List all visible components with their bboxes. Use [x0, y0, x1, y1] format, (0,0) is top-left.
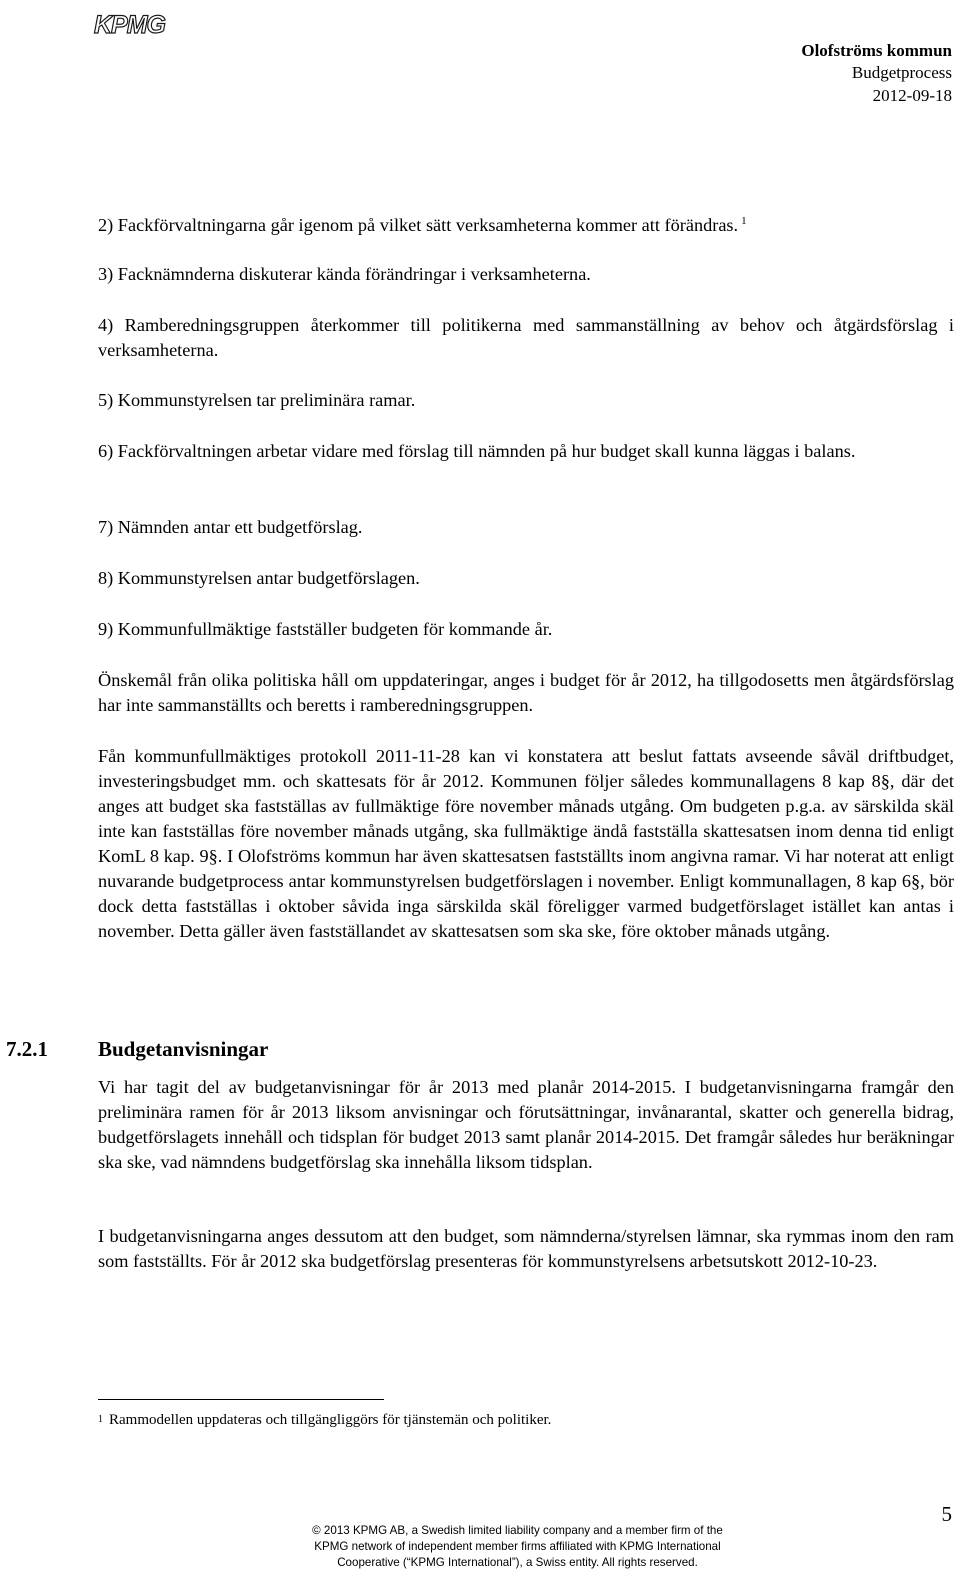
copyright-footer: [240, 1523, 795, 1571]
header-date: 2012-09-18: [872, 86, 952, 105]
footer-line-3: Cooperative (“KPMG International”), a Swiss entity. All rights reserved.: [337, 1556, 698, 1569]
step-6-paragraph: 6) Fackförvaltningen arbetar vidare med förslag till nämnden på hur budget skall kunna läggas i balans.: [98, 441, 856, 461]
wishes-paragraph: Önskemål från olika politiska håll om uppdateringar, anges i budget för år 2012, ha tillgodosetts men åtgärdsförslag har inte sammanställts och beretts i ramberedningsgruppen.: [98, 670, 954, 715]
step-8-paragraph: 8) Kommunstyrelsen antar budgetförslagen.: [98, 568, 420, 588]
kpmg-logo: [92, 8, 188, 38]
header-organization: Olofströms kommun: [801, 41, 952, 60]
section-paragraph-2: I budgetanvisningarna anges dessutom att den budget, som nämnderna/styrelsen lämnar, ska rymmas inom den ram som fastställts. För år 2012 ska budgetförslag presenteras för kommunstyrelsens arbetsutskott 2012-10-23.: [98, 1226, 954, 1271]
footer-line-2: KPMG network of independent member firms affiliated with KPMG International: [314, 1540, 721, 1553]
footnote-marker: 1: [98, 1414, 103, 1425]
section-number: 7.2.1: [6, 1037, 48, 1061]
step-7-paragraph: 7) Nämnden antar ett budgetförslag.: [98, 517, 363, 537]
page-number: 5: [941, 1502, 952, 1526]
step-9-paragraph: 9) Kommunfullmäktige fastställer budgeten för kommande år.: [98, 619, 553, 639]
logo-text: KPMG: [94, 11, 165, 38]
footnote-reference[interactable]: 1: [741, 215, 747, 227]
header-document-title: Budgetprocess: [851, 63, 952, 82]
footer-line-1: © 2013 KPMG AB, a Swedish limited liability company and a member firm of the: [312, 1524, 723, 1537]
footnote-text: Rammodellen uppdateras och tillgängliggörs för tjänstemän och politiker.: [109, 1412, 552, 1428]
step-4-paragraph: 4) Ramberedningsgruppen återkommer till politikerna med sammanställning av behov och åtgärdsförslag i verksamheterna.: [98, 315, 954, 360]
section-title: Budgetanvisningar: [98, 1037, 269, 1061]
protocol-paragraph: Fån kommunfullmäktiges protokoll 2011-11-28 kan vi konstatera att beslut fattats avseende såväl driftbudget, investeringsbudget mm. och skattesats för år 2012. Kommunen följer således kommunallagens 8 kap 8§, där det anges att budget ska fastställas av fullmäktige före november månads utgång. Om budgeten p.g.a. av särskilda skäl inte kan fastställas före november månads utgång, ska fullmäktige ändå fastställa skattesatsen inom denna tid enligt KomL 8 kap. 9§. I Olofströms kommun har även skattesatsen fastställts inom angivna ramar. Vi har noterat att enligt nuvarande budgetprocess antar kommunstyrelsen budgetförslagen i november. Enligt kommunallagen, 8 kap 6§, bör dock detta fastställas i oktober såvida inga särskilda skäl föreligger varmed budgetförslaget istället kan antas i november. Detta gäller även fastställandet av skattesatsen som ska ske, före oktober månads utgång.: [98, 746, 954, 941]
footnote-divider: [98, 1399, 384, 1400]
step-2-text: 2) Fackförvaltningarna går igenom på vilket sätt verksamheterna kommer att förändras.: [98, 215, 739, 235]
step-3-paragraph: 3) Facknämnderna diskuterar kända förändringar i verksamheterna.: [98, 264, 591, 284]
section-paragraph-1: Vi har tagit del av budgetanvisningar för år 2013 med planår 2014-2015. I budgetanvisningarna framgår den preliminära ramen för år 2013 liksom anvisningar och förutsättningar, invånarantal, skatter och generella bidrag, budgetförslagets innehåll och tidsplan för budget 2013 samt planår 2014-2015. Det framgår således hur beräkningar ska ske, vad nämndens budgetförslag ska innehålla liksom tidsplan.: [98, 1077, 954, 1172]
footnote: [98, 1410, 551, 1430]
step-2-paragraph: [98, 213, 954, 238]
step-5-paragraph: 5) Kommunstyrelsen tar preliminära ramar.: [98, 390, 416, 410]
kpmg-logo-graphic: [92, 8, 188, 38]
